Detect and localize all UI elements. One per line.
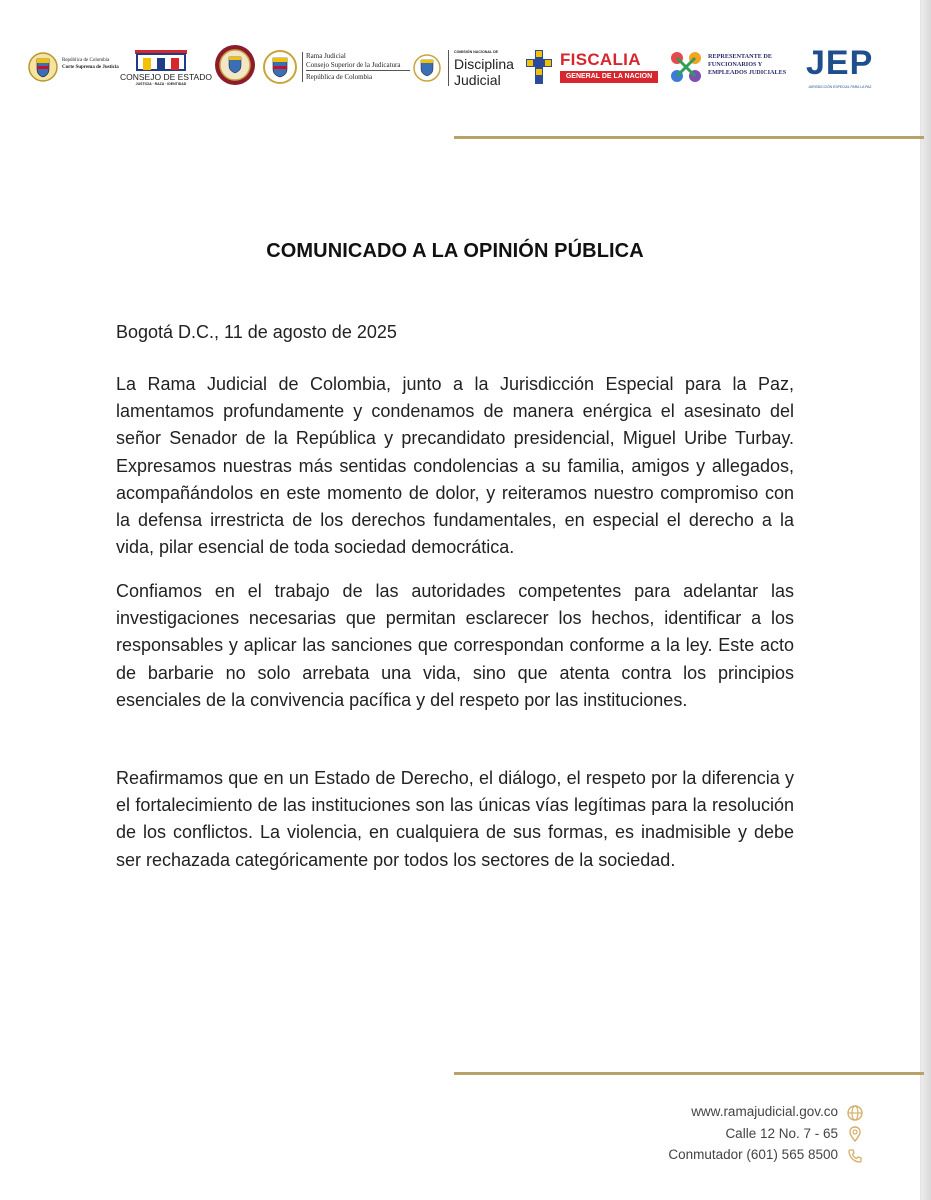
rama-line3: República de Colombia (306, 73, 373, 81)
phone-icon (846, 1147, 864, 1165)
corte-line1: República de Colombia (62, 58, 110, 63)
rama-line1: Rama Judicial (306, 52, 346, 60)
fiscalia-name: FISCALIA (560, 50, 641, 69)
jep-logo (804, 44, 908, 94)
fiscalia-cross-icon (526, 50, 552, 84)
institution-logos (28, 44, 908, 104)
footer-website[interactable]: www.ramajudicial.gov.co (691, 1104, 838, 1119)
paragraph-2: Confiamos en el trabajo de las autoridades competentes para adelantar las investigaciones necesarias que permitan esclarecer los hechos, identificar a los responsables y aplicar las sanciones que correspondan conforme a la ley. Este acto de barbarie no solo arrebata una vida, sino que atenta contra los principios esenciales de la convivencia pacífica y del respeto por las instituciones. (116, 581, 794, 710)
colombia-shield-icon (28, 50, 58, 84)
colombia-shield-icon (262, 48, 298, 86)
corte-suprema-logo (28, 44, 118, 94)
consejo-motto: JUSTICIA · RAZA · IDENTIDAD (135, 82, 187, 86)
location-pin-icon (846, 1125, 864, 1143)
jep-sub: JURISDICCIÓN ESPECIAL PARA LA PAZ (808, 85, 872, 89)
consejo-estado-logo (120, 44, 212, 94)
representante-line1: REPRESENTANTE DE (708, 53, 773, 60)
rama-line2: Consejo Superior de la Judicatura (306, 61, 401, 69)
footer-address: Calle 12 No. 7 - 65 (725, 1126, 838, 1141)
corte-line2: Corte Suprema de Justicia (62, 65, 119, 70)
representante-line2: FUNCIONARIOS Y (708, 61, 763, 68)
paragraph-3: Reafirmamos que en un Estado de Derecho, el diálogo, el respeto por la diferencia y el fortalecimiento de las instituciones son las únicas vías legítimas para la resolución de los conflictos. La violencia, en cualquiera de sus formas, es inadmisible y debe ser rechazada categóricamente por todos los sectores de la sociedad. (116, 768, 794, 870)
footer-divider (454, 1072, 924, 1075)
representante-logo (668, 44, 794, 94)
building-icon (129, 48, 193, 72)
footer-phone: Conmutador (601) 565 8500 (668, 1147, 838, 1162)
representante-line3: EMPLEADOS JUDICIALES (708, 69, 787, 76)
seal-logo (214, 44, 258, 88)
document-date: Bogotá D.C., 11 de agosto de 2025 (116, 322, 397, 342)
disciplina-line1: Disciplina (454, 56, 514, 72)
page-edge (920, 0, 931, 1200)
paragraph-1: La Rama Judicial de Colombia, junto a la Jurisdicción Especial para la Paz, lamentamos profundamente y condenamos de manera enérgica el asesinato del señor Senador de la República y precandidato presidencial, Miguel Uribe Turbay. Expresamos nuestras más sentidas condolencias a su familia, amigos y allegados, acompañándolos en este momento de dolor, y reiteramos nuestro compromiso con la defensa irrestricta de los derechos fundamentales, en especial el derecho a la vida, pilar esencial de toda sociedad democrática. (116, 374, 794, 558)
header-divider (454, 136, 924, 139)
colombia-shield-icon (412, 52, 442, 84)
disciplina-small: COMISIÓN NACIONAL DE (454, 50, 499, 54)
consejo-name: CONSEJO DE ESTADO (120, 72, 212, 82)
fiscalia-logo (524, 44, 660, 94)
document-title: COMUNICADO A LA OPINIÓN PÚBLICA (266, 240, 644, 262)
round-seal-icon (214, 44, 256, 86)
jep-name: JEP (806, 44, 874, 82)
rama-judicial-logo (262, 44, 412, 94)
globe-icon (846, 1104, 864, 1122)
people-emblem-icon (668, 48, 704, 88)
fiscalia-sub: GENERAL DE LA NACION (560, 71, 658, 83)
disciplina-line2: Judicial (454, 72, 501, 88)
disciplina-judicial-logo (412, 44, 524, 94)
